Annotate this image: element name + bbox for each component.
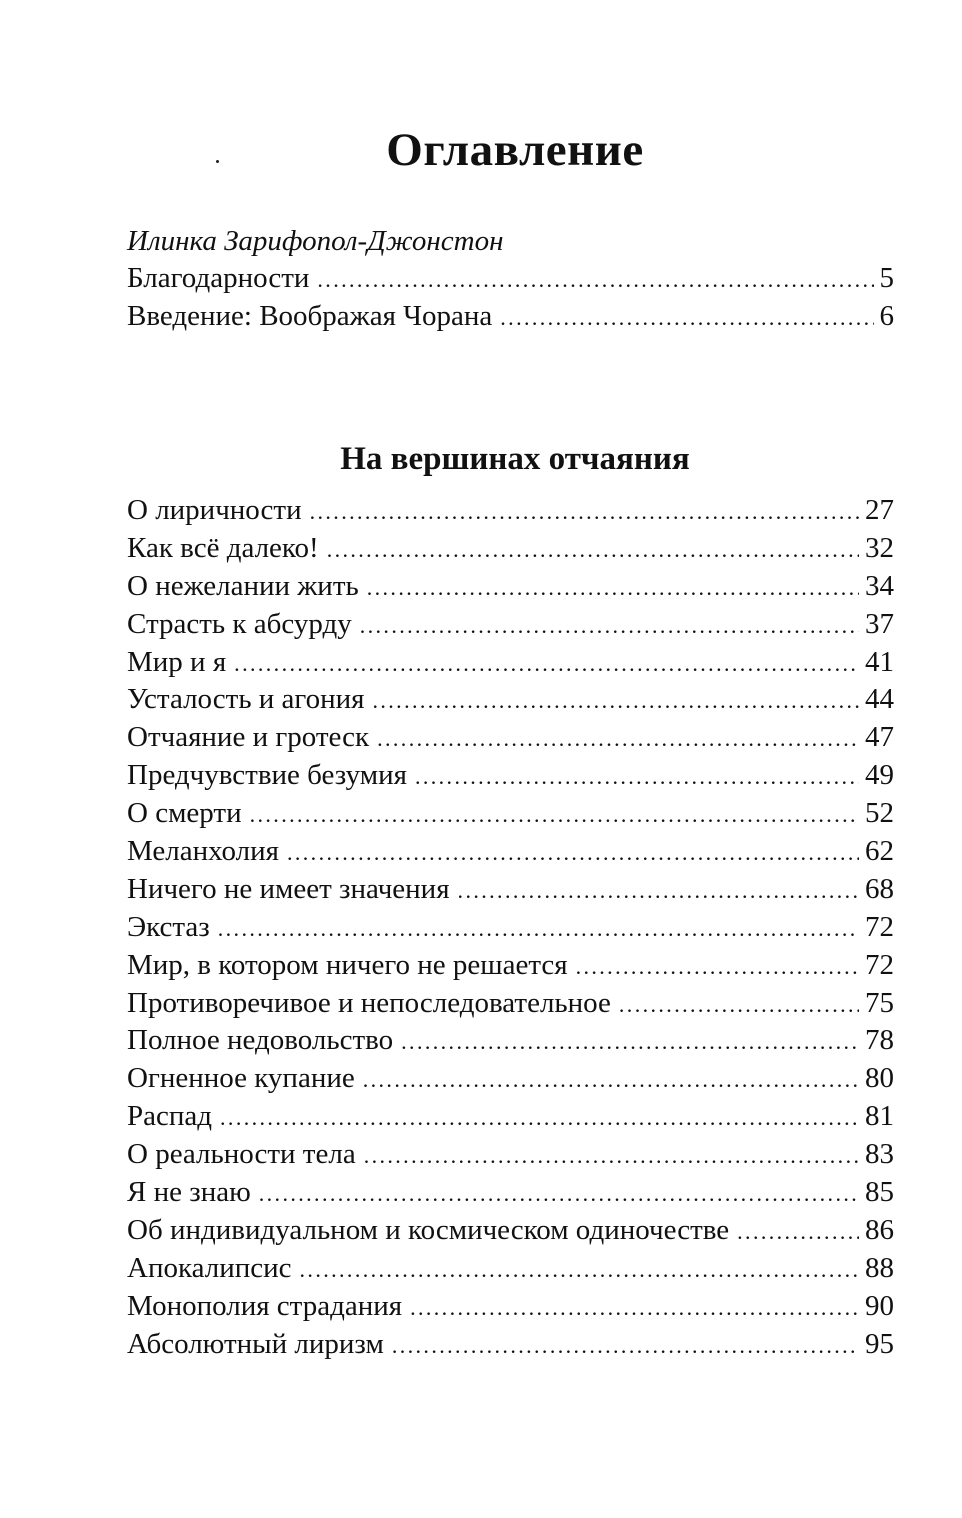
dot-leader [300, 1251, 859, 1289]
toc-entry-page: 32 [865, 531, 894, 564]
dot-leader [259, 1175, 859, 1213]
dot-leader [234, 645, 859, 683]
toc-entry-page: 52 [865, 797, 894, 830]
toc-entry-title: Меланхолия [127, 835, 279, 868]
toc-entry[interactable] [127, 298, 894, 336]
toc-entry-title: Благодарности [127, 262, 310, 294]
toc-entry[interactable] [127, 1326, 894, 1364]
dot-leader [287, 834, 859, 872]
toc-entry-page: 80 [865, 1062, 894, 1095]
toc-entry-title: Ничего не имеет значения [127, 872, 450, 905]
toc-entry[interactable] [127, 833, 894, 871]
toc-entry-page: 88 [865, 1251, 894, 1284]
front-matter [127, 222, 894, 336]
toc-entry-page: 47 [865, 721, 894, 754]
toc-entry[interactable] [127, 606, 894, 644]
toc-entry[interactable] [127, 1174, 894, 1212]
toc-entry-title: Экстаз [127, 910, 210, 943]
dot-leader [250, 796, 859, 834]
toc-entry-page: 72 [865, 948, 894, 981]
dot-leader [410, 1289, 859, 1327]
toc-entry-title: Я не знаю [127, 1176, 251, 1209]
author-name: Илинка Зарифопол-Джонстон [127, 225, 504, 257]
toc-entry[interactable] [127, 719, 894, 757]
toc-entry[interactable] [127, 757, 894, 795]
toc-entry-title: Введение: Воображая Чорана [127, 299, 493, 332]
toc-entry-page: 72 [865, 910, 894, 943]
toc-entry[interactable] [127, 260, 894, 298]
dot-leader [377, 720, 859, 758]
dot-leader [619, 986, 859, 1024]
toc-entry[interactable] [127, 909, 894, 947]
dot-leader [317, 261, 873, 299]
toc-entry-page: 49 [865, 759, 894, 792]
toc-entry[interactable] [127, 644, 894, 682]
dot-leader [415, 758, 859, 796]
toc-entry[interactable] [127, 1022, 894, 1060]
toc-entry[interactable] [127, 985, 894, 1023]
toc-entry-page: 85 [865, 1176, 894, 1209]
toc-entry-title: Мир и я [127, 645, 227, 678]
toc-entry[interactable] [127, 871, 894, 909]
toc-entry-page: 44 [865, 683, 894, 716]
toc-entry-title: Противоречивое и непоследовательное [127, 986, 611, 1019]
toc-entry-page: 37 [865, 607, 894, 640]
toc-entry[interactable] [127, 492, 894, 530]
dot-leader [363, 1061, 859, 1099]
dot-leader [367, 569, 859, 607]
toc-entry[interactable] [127, 568, 894, 606]
toc-entry[interactable] [127, 1060, 894, 1098]
toc-entry-page: 81 [865, 1100, 894, 1133]
toc-entry-title: Как всё далеко! [127, 531, 319, 564]
toc-entry-title: Отчаяние и гротеск [127, 721, 370, 754]
toc-entry[interactable] [127, 1136, 894, 1174]
toc-entry[interactable] [127, 1250, 894, 1288]
toc-entry-title: Страсть к абсурду [127, 607, 352, 640]
toc-entry-page: 86 [865, 1213, 894, 1246]
toc-entry-page: 95 [865, 1327, 894, 1360]
toc-entry-title: Предчувствие безумия [127, 759, 407, 792]
toc-entry-page: 27 [865, 494, 894, 526]
toc-entry-title: Усталость и агония [127, 683, 365, 716]
toc-entry-title: Абсолютный лиризм [127, 1327, 384, 1360]
toc-entry-title: О реальности тела [127, 1138, 356, 1171]
scan-speck [216, 160, 219, 163]
toc-entry-page: 5 [879, 262, 894, 294]
toc-entry-title: О смерти [127, 797, 242, 830]
dot-leader [364, 1137, 859, 1175]
dot-leader [737, 1213, 859, 1251]
toc-entry-title: Монополия страдания [127, 1289, 403, 1322]
toc-entry[interactable] [127, 681, 894, 719]
section-title: На вершинах отчаяния [340, 441, 690, 478]
toc-entry-page: 90 [865, 1289, 894, 1322]
dot-leader [458, 872, 859, 910]
toc-entry-title: О лиричности [127, 494, 302, 526]
dot-leader [500, 299, 873, 337]
page-title: Оглавление [386, 124, 644, 177]
toc-entry-page: 41 [865, 645, 894, 678]
toc-entry-title: Распад [127, 1100, 213, 1133]
toc-entry-page: 6 [879, 299, 894, 332]
dot-leader [372, 682, 859, 720]
toc-entry-page: 34 [865, 569, 894, 602]
section-entries [127, 492, 894, 1363]
toc-entry[interactable] [127, 530, 894, 568]
toc-entry-title: Апокалипсис [127, 1251, 292, 1284]
toc-entry[interactable] [127, 1288, 894, 1326]
dot-leader [310, 493, 859, 531]
toc-entry-page: 83 [865, 1138, 894, 1171]
toc-entry-page: 62 [865, 835, 894, 868]
front-entries [127, 260, 894, 336]
toc-entry-page: 78 [865, 1024, 894, 1057]
dot-leader [392, 1327, 859, 1365]
toc-entry-title: О нежелании жить [127, 569, 359, 602]
toc-entry-title: Полное недовольство [127, 1024, 394, 1057]
dot-leader [327, 531, 859, 569]
toc-entry-title: Об индивидуальном и космическом одиночестве [127, 1213, 730, 1246]
toc-entry-title: Огненное купание [127, 1062, 355, 1095]
dot-leader [576, 948, 859, 986]
toc-entry[interactable] [127, 1212, 894, 1250]
toc-entry-title: Мир, в котором ничего не решается [127, 948, 568, 981]
toc-entry-page: 68 [865, 872, 894, 905]
dot-leader [218, 910, 859, 948]
toc-entry[interactable] [127, 795, 894, 833]
toc-entry[interactable] [127, 1098, 894, 1136]
toc-entry[interactable] [127, 947, 894, 985]
toc-entry-page: 75 [865, 986, 894, 1019]
dot-leader [360, 607, 859, 645]
dot-leader [401, 1023, 859, 1061]
dot-leader [220, 1099, 859, 1137]
